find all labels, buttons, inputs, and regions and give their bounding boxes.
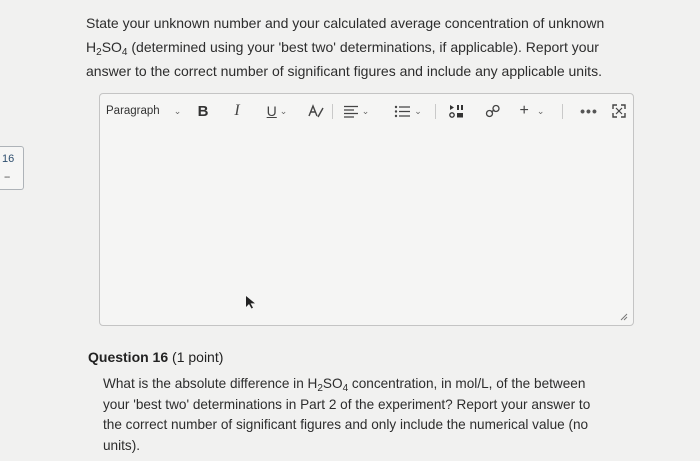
- insert-more-button[interactable]: [512, 94, 552, 128]
- editor-toolbar: [100, 94, 633, 128]
- toolbar-divider: [332, 104, 333, 119]
- paragraph-style-select[interactable]: [104, 94, 190, 128]
- chevron-down-icon: ⌄: [414, 105, 422, 116]
- formula-subscript: 2: [96, 47, 102, 58]
- font-format-button[interactable]: [304, 94, 328, 128]
- align-left-icon: [343, 105, 359, 118]
- fullscreen-icon: [612, 104, 626, 118]
- question-title: Question 16: [88, 349, 169, 365]
- chevron-down-icon: ⌄: [279, 105, 288, 116]
- insert-link-button[interactable]: [480, 94, 506, 128]
- italic-label: I: [234, 102, 240, 119]
- italic-button[interactable]: [226, 94, 248, 128]
- more-icon: •••: [580, 103, 598, 119]
- formula-subscript: 4: [121, 47, 128, 58]
- align-button[interactable]: [338, 94, 374, 128]
- question-text: What is the absolute difference in: [103, 376, 308, 391]
- list-icon: [394, 105, 411, 118]
- toolbar-divider: [562, 104, 563, 119]
- chevron-down-icon: ⌄: [173, 105, 182, 116]
- underline-label: U: [266, 103, 277, 119]
- bold-button[interactable]: [192, 94, 214, 128]
- question-nav-status: --: [4, 171, 10, 183]
- paragraph-style-label: Paragraph: [106, 105, 160, 117]
- bold-label: B: [197, 102, 209, 120]
- resize-handle-icon[interactable]: [618, 311, 628, 321]
- formula-so: SO: [322, 376, 343, 391]
- question-15-prompt: [86, 11, 646, 83]
- formula-h: H: [86, 39, 97, 55]
- plus-icon: +: [519, 102, 529, 119]
- formula-h: H: [307, 376, 318, 391]
- answer-editor: [99, 93, 634, 326]
- chevron-down-icon: ⌄: [536, 105, 545, 116]
- question-16-prompt: [103, 374, 603, 456]
- insert-media-button[interactable]: [444, 94, 470, 128]
- mouse-cursor-icon: [245, 295, 257, 309]
- editor-text-area[interactable]: [100, 128, 633, 325]
- list-button[interactable]: [390, 94, 426, 128]
- question-nav-number: 16: [2, 153, 15, 165]
- underline-button[interactable]: [258, 94, 296, 128]
- link-icon: [485, 104, 501, 118]
- question-text: State your unknown number and your calculated average concentration of unknown: [86, 15, 605, 31]
- formula-subscript: 4: [342, 383, 349, 394]
- question-16-heading: [88, 349, 223, 365]
- chevron-down-icon: ⌄: [361, 105, 370, 116]
- formula-so: SO: [101, 39, 122, 55]
- media-icon: [449, 104, 465, 118]
- formula-subscript: 2: [317, 383, 323, 394]
- font-format-icon: [307, 104, 325, 118]
- question-nav-tab[interactable]: [0, 146, 24, 190]
- toolbar-divider: [435, 104, 436, 119]
- question-text: concentration, in mol/L, of the between your 'best two' determinations in Part 2 of the experiment? Report your answer to the correct number of significant figures and only include the numerical value (no units).: [103, 376, 591, 453]
- more-options-button[interactable]: [576, 94, 602, 128]
- fullscreen-button[interactable]: [608, 94, 630, 128]
- question-points: (1 point): [172, 349, 224, 365]
- question-text: (determined using your 'best two' determinations, if applicable). Report your answer to the correct number of significant figures and include any applicable units.: [86, 39, 602, 79]
